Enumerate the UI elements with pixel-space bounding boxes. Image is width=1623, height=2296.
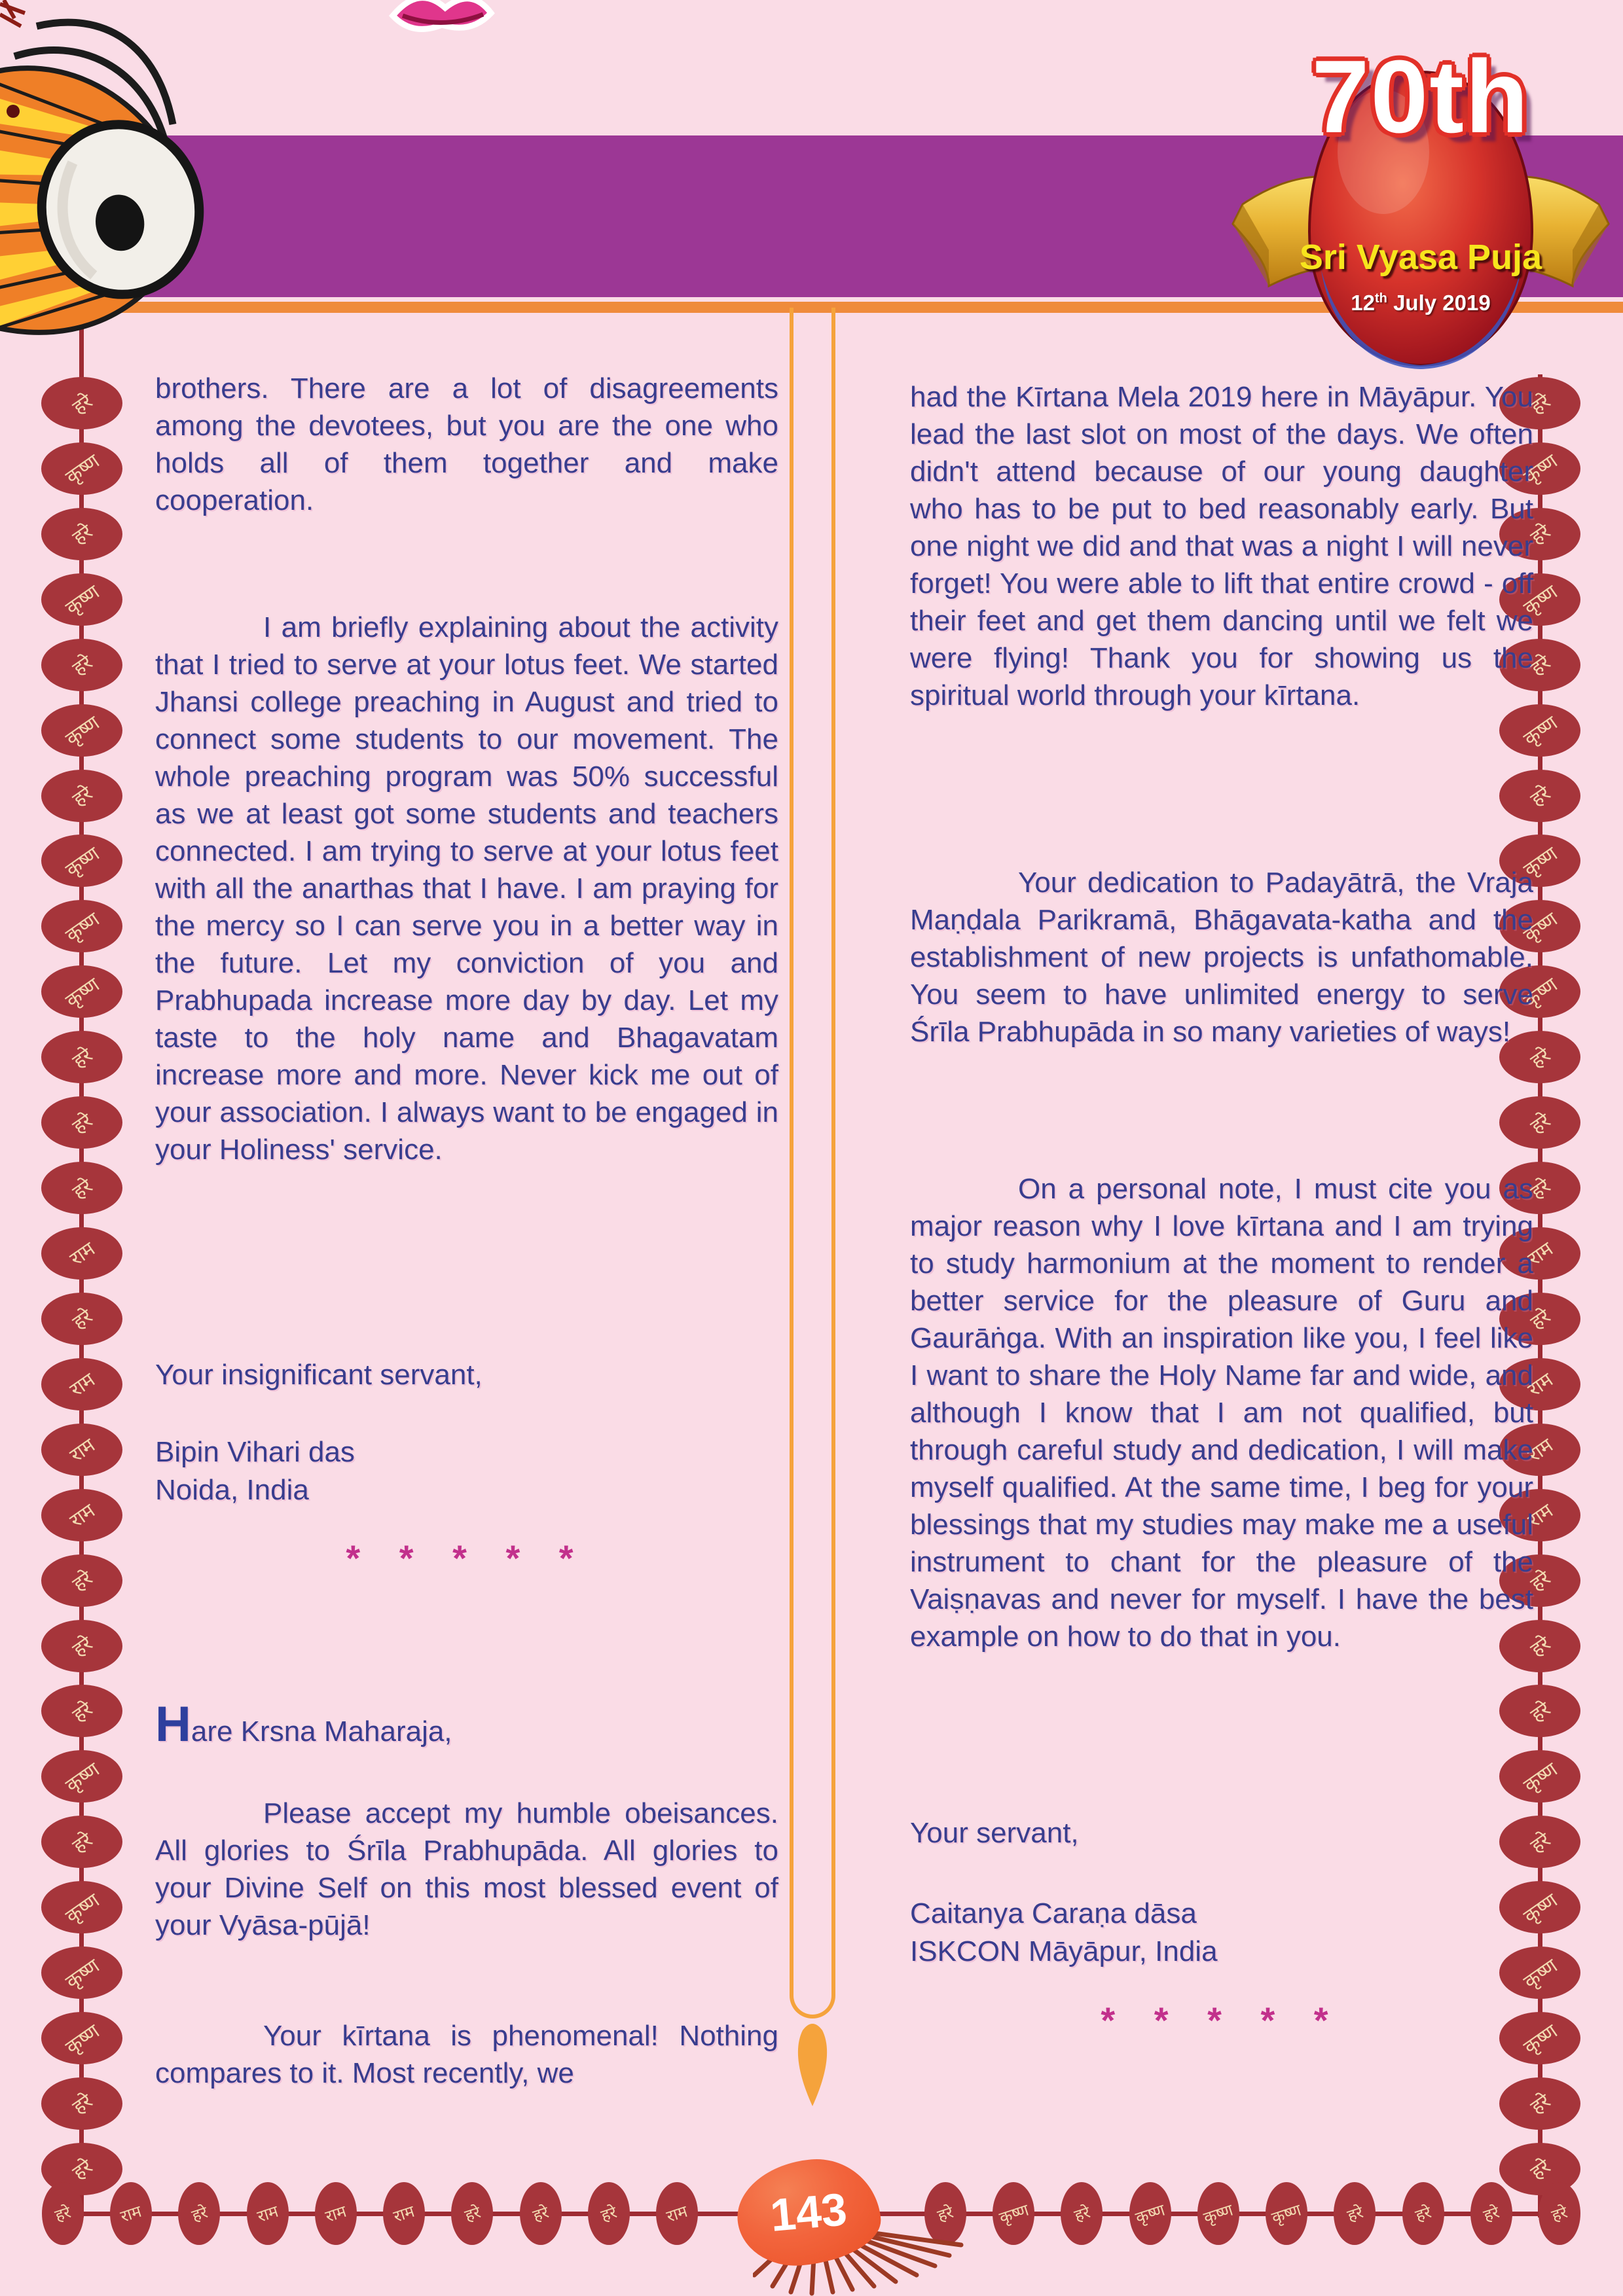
mantra-bead (383, 2182, 425, 2245)
mantra-bead (41, 704, 122, 757)
left-signature-name: Bipin Vihari das (155, 1436, 355, 1468)
bead-label: राम (1524, 1434, 1558, 1467)
mantra-bead (110, 2182, 152, 2245)
mantra-bead (1499, 1750, 1580, 1803)
bead-label: कृष्ण (1520, 581, 1561, 620)
mantra-bead (993, 2182, 1034, 2245)
bead-label: राम (1524, 1238, 1558, 1271)
bead-label: हरे (69, 1109, 97, 1138)
bead-label: हरे (52, 2203, 73, 2225)
bead-label: हरे (1072, 2203, 1093, 2225)
mantra-bead (41, 1620, 122, 1672)
bead-label: राम (66, 1369, 100, 1401)
bead-label: हरे (1345, 2203, 1366, 2225)
left-stars-separator: * * * * * (346, 1537, 588, 1579)
mantra-bead (1061, 2182, 1103, 2245)
mantra-bead (1266, 2182, 1307, 2245)
bead-label: हरे (1527, 1632, 1555, 1661)
bead-label: राम (323, 2202, 349, 2227)
mantra-bead (41, 1096, 122, 1149)
mantra-bead (1499, 2077, 1580, 2130)
bead-label: कृष्ण (62, 2020, 103, 2058)
mantra-bead (41, 639, 122, 691)
mantra-bead (1499, 770, 1580, 822)
right-paragraph-3: On a personal note, I must cite you as major reason why I love kīrtana and I am trying to study harmonium at the moment to render a better service for the pleasure of Guru and Gaurāṅga. With an inspiration like you, I feel like I want to share the Holy Name far and wide, and although I know that I am not qualified, but through careful study and dedication, I will make myself qualified. At the same time, I beg for your blessings that my studies may make me a useful instrument to chant for the pleasure of the Vaiṣṇavas and never for myself. I have the best example on how to do that in you. (910, 1173, 1533, 1653)
mantra-bead (41, 1031, 122, 1083)
mantra-bead (41, 1816, 122, 1868)
mantra-bead (41, 1946, 122, 1999)
bead-label: राम (392, 2202, 417, 2227)
mantra-bead (41, 442, 122, 495)
bead-label: हरे (530, 2203, 551, 2225)
bead-label: हरे (69, 1305, 97, 1335)
bottom-right-bead-border (924, 2182, 1580, 2245)
mantra-bead (41, 573, 122, 626)
bead-label: हरे (1527, 651, 1555, 680)
mantra-bead (178, 2182, 220, 2245)
mantra-bead (1539, 2182, 1580, 2245)
bead-label: कृष्ण (1520, 1889, 1561, 1928)
bead-label: हरे (69, 651, 97, 680)
bead-label: राम (66, 1499, 100, 1532)
bead-label: कृष्ण (62, 1889, 103, 1928)
bead-label: हरे (69, 390, 97, 419)
right-signature-place: ISKCON Māyāpur, India (910, 1935, 1218, 1967)
bead-label: कृष्ण (62, 581, 103, 620)
mantra-bead (247, 2182, 289, 2245)
mantra-bead (41, 770, 122, 822)
mantra-bead (41, 1489, 122, 1541)
bead-label: कृष्ण (1520, 1758, 1561, 1797)
badge-date-rest: July 2019 (1387, 291, 1491, 315)
bead-label: हरे (1527, 1175, 1555, 1204)
mantra-bead (1402, 2182, 1444, 2245)
right-paragraph-2: Your dedication to Padayātrā, the Vraja Maṇḍala Parikramā, Bhāgavata-katha and the establishment of new projects is unfathomable. You seem to have unlimited energy to serve Śrīla Prabhupāda in so many varieties of ways! (910, 867, 1533, 1048)
bead-label: हरे (1527, 2155, 1555, 2185)
left-paragraph-2: I am briefly explaining about the activity that I tried to serve at your lotus feet. We started Jhansi college preaching in August and tried to connect some students to our movement. The whole preaching program was 50% successful as we at least got some students and teachers connected. I am trying to serve at your lotus feet with all the anarthas that I have. I am praying for the mercy so I can serve you in a better way in the future. Let my conviction of you and Prabhupada increase more day by day. Let my taste to the holy name and Bhagavatam increase more and more. Never kick me out of your association. I always want to be engaged in your Holiness' service. (155, 611, 778, 1166)
mantra-bead (41, 1162, 122, 1214)
mantra-bead (1499, 1685, 1580, 1737)
right-paragraph-1: had the Kīrtana Mela 2019 here in Māyāpur. You lead the last slot on most of the days. We often didn't attend because of our young daughter who has to be put to bed reasonably early. But one night we did and that was a night I will never forget! You were able to lift that entire crowd - off their feet and get them dancing until we felt we were flying! Thank you for showing us the spiritual world through your kīrtana. (910, 381, 1533, 711)
bead-label: कृष्ण (1520, 1954, 1561, 1993)
right-signature-name: Caitanya Caraṇa dāsa (910, 1897, 1197, 1929)
bead-label: कृष्ण (1520, 712, 1561, 751)
mantra-bead (41, 1554, 122, 1607)
bead-label: राम (66, 1238, 100, 1271)
bead-label: हरे (69, 1044, 97, 1073)
bead-label: हरे (1481, 2203, 1502, 2225)
mantra-bead (1499, 1096, 1580, 1149)
bead-label: कृष्ण (62, 908, 103, 947)
left-signature-place: Noida, India (155, 1474, 309, 1506)
mantra-bead (656, 2182, 698, 2245)
mantra-bead (41, 1685, 122, 1737)
bead-label: राम (1524, 1499, 1558, 1532)
mantra-bead (42, 2182, 84, 2245)
left-paragraph-4: Your kīrtana is phenomenal! Nothing compares to it. Most recently, we (155, 2020, 778, 2089)
mantra-bead (1470, 2182, 1512, 2245)
column-divider (790, 308, 835, 2018)
vyasa-puja-badge (1230, 34, 1612, 381)
mantra-bead (1334, 2182, 1376, 2245)
bead-label: हरे (1527, 1567, 1555, 1596)
bead-label: राम (255, 2202, 281, 2227)
left-closing: Your insignificant servant, (155, 1359, 483, 1391)
mantra-bead (41, 965, 122, 1018)
mantra-bead (520, 2182, 562, 2245)
bead-label: हरे (1527, 1698, 1555, 1727)
mantra-bead (41, 2077, 122, 2130)
bead-label: हरे (69, 1698, 97, 1727)
mantra-bead (41, 508, 122, 560)
right-stars-separator: * * * * * (1101, 2000, 1343, 2041)
mantra-bead (41, 1881, 122, 1933)
bead-label: हरे (1527, 1829, 1555, 1857)
bead-label: कृष्ण (1520, 450, 1561, 489)
bead-label: हरे (1527, 1044, 1555, 1073)
bead-label: हरे (598, 2203, 619, 2225)
left-paragraph-1: brothers. There are a lot of disagreements among the devotees, but you are the one who holds all of them together and make cooperation. (155, 372, 778, 516)
bead-label: कृष्ण (1201, 2200, 1236, 2228)
bead-label: हरे (69, 520, 97, 550)
bead-label: कृष्ण (1520, 2020, 1561, 2058)
bead-label: हरे (462, 2203, 483, 2225)
bead-label: हरे (69, 1567, 97, 1596)
mantra-bead (315, 2182, 357, 2245)
badge-70th-label: 70th (1311, 39, 1530, 154)
mantra-bead (41, 834, 122, 887)
mantra-bead (41, 1358, 122, 1410)
corner-fringe-icon (0, 0, 46, 39)
divider-pendant-icon (783, 2015, 842, 2113)
mantra-bead (41, 2012, 122, 2064)
left-bead-border (41, 377, 122, 2195)
mantra-bead (41, 377, 122, 429)
bead-label: कृष्ण (996, 2200, 1031, 2228)
bead-label: हरे (1527, 2090, 1555, 2119)
bottom-left-bead-border (42, 2182, 698, 2245)
bead-label: कृष्ण (62, 1758, 103, 1797)
salutation-dropcap: H (155, 1696, 191, 1752)
bead-label: राम (664, 2202, 690, 2227)
bead-label: कृष्ण (1520, 973, 1561, 1013)
mridanga-drum-icon (0, 5, 234, 342)
bead-label: हरे (1527, 520, 1555, 550)
bead-label: कृष्ण (1520, 842, 1561, 882)
bead-label: हरे (69, 1829, 97, 1857)
bead-label: कृष्ण (62, 712, 103, 751)
flower-icon (373, 0, 511, 45)
mantra-bead (1129, 2182, 1171, 2245)
mantra-bead (41, 1750, 122, 1803)
bead-label: कृष्ण (1269, 2200, 1304, 2228)
badge-date-suffix: th (1375, 291, 1387, 306)
right-closing: Your servant, (910, 1817, 1079, 1849)
left-paragraph-3: Please accept my humble obeisances. All glories to Śrīla Prabhupāda. All glories to your Divine Self on this most blessed event of your Vyāsa-pūjā! (155, 1797, 778, 1941)
badge-date-day: 12 (1351, 291, 1376, 315)
bead-label: हरे (1549, 2203, 1570, 2225)
bead-label: कृष्ण (62, 1954, 103, 1993)
left-salutation (155, 1696, 778, 1752)
bead-label: हरे (1413, 2203, 1434, 2225)
mantra-bead (41, 900, 122, 952)
bead-label: राम (66, 1434, 100, 1467)
bead-label: हरे (935, 2203, 956, 2225)
bead-label: कृष्ण (1520, 908, 1561, 947)
bead-label: कृष्ण (1133, 2200, 1167, 2228)
bead-label: हरे (1527, 1109, 1555, 1138)
mantra-bead (588, 2182, 630, 2245)
mantra-bead (1197, 2182, 1239, 2245)
bead-label: कृष्ण (62, 842, 103, 882)
bead-label: हरे (1527, 390, 1555, 419)
badge-title: Sri Vyasa Puja (1299, 238, 1542, 277)
bead-label: हरे (1527, 782, 1555, 811)
bead-label: कृष्ण (62, 973, 103, 1013)
bead-label: हरे (69, 1632, 97, 1661)
bead-label: हरे (69, 1175, 97, 1204)
bead-label: हरे (1527, 1305, 1555, 1335)
badge-date (1230, 291, 1612, 315)
bead-label: राम (1524, 1369, 1558, 1401)
mantra-bead (41, 1424, 122, 1476)
bead-label: हरे (69, 2090, 97, 2119)
bead-label: राम (119, 2202, 144, 2227)
bead-label: हरे (69, 2155, 97, 2185)
salutation-text: are Krsna Maharaja, (191, 1715, 452, 1748)
page-number-badge: 143 (733, 2154, 884, 2270)
mantra-bead (41, 1293, 122, 1345)
bead-label: कृष्ण (62, 450, 103, 489)
mantra-bead (41, 1227, 122, 1280)
bead-label: हरे (69, 782, 97, 811)
bead-label: हरे (189, 2203, 210, 2225)
mantra-bead (451, 2182, 493, 2245)
